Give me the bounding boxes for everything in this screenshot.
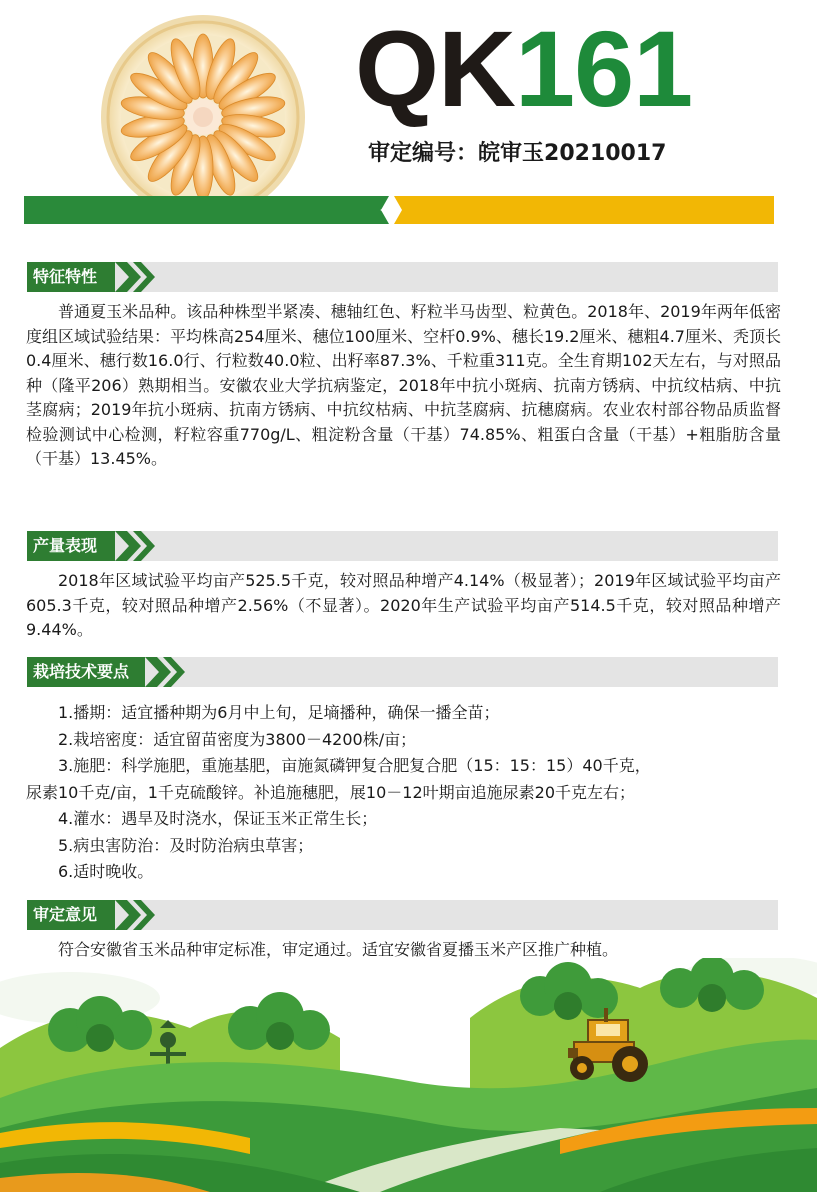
section-header-opinion: [27, 900, 778, 930]
section-title-cultivation: 栽培技术要点: [33, 662, 130, 681]
yield-text: 2018年区域试验平均亩产525.5千克，较对照品种增产4.14%（极显著）；2019年区域试验平均亩产605.3千克，较对照品种增产2.56%（不显著）。2020年生产试验平均亩产514.5千克，较对照品种增产9.44%。: [26, 571, 781, 639]
approval-value: 皖审玉20210017: [478, 141, 667, 166]
cultivation-step-continued: 尿素10千克/亩，1千克硫酸锌。补追施穗肥，展10－12叶期亩追施尿素20千克左右；: [26, 782, 636, 802]
section-header-cultivation: [27, 657, 778, 687]
cultivation-step: 1.播期：适宜播种期为6月中上旬，足墒播种，确保一播全苗；: [58, 703, 500, 722]
section-header-yield: [27, 531, 778, 561]
approval-number-line: [368, 136, 666, 167]
header-divider-band: [24, 196, 774, 224]
opinion-text: 符合安徽省玉米品种审定标准，审定通过。适宜安徽省夏播玉米产区推广种植。: [58, 940, 619, 959]
double-chevron-icon: [115, 900, 161, 930]
corn-logo-graphic: [100, 14, 306, 220]
farmland-illustration: [0, 958, 817, 1192]
variety-title: [355, 8, 693, 129]
cultivation-list: [26, 700, 781, 886]
section-title-features: 特征特性: [33, 267, 98, 286]
cultivation-step: 4.灌水：遇旱及时浇水，保证玉米正常生长；: [58, 809, 378, 828]
features-text: 普通夏玉米品种。该品种株型半紧凑、穗轴红色、籽粒半马齿型、粒黄色。2018年、2019年两年低密度组区域试验结果：平均株高254厘米、穗位100厘米、空杆0.9%、穗长19.2厘米、穗粗4.7厘米、秃顶长0.4厘米、穗行数16.0行、行粒数40.0粒、出籽率87.3%、千粒重311克。全生育期102天左右，与对照品种（隆平206）熟期相当。安徽农业大学抗病鉴定，2018年中抗小斑病、抗南方锈病、中抗纹枯病、中抗茎腐病；2019年抗小斑病、抗南方锈病、中抗纹枯病、中抗茎腐病、抗穗腐病。农业农村部谷物品质监督检验测试中心检测，籽粒容重770g/L、粗淀粉含量（干基）74.85%、粗蛋白含量（干基）+粗脂肪含量（干基）13.45%。: [26, 302, 781, 468]
corn-cross-section-icon: [100, 14, 306, 220]
variety-prefix: QK: [355, 8, 515, 129]
variety-number: 161: [515, 8, 693, 129]
section-title-yield: 产量表现: [33, 536, 98, 555]
double-chevron-icon: [145, 657, 191, 687]
cultivation-step: 6.适时晚收。: [58, 862, 154, 881]
double-chevron-icon: [115, 531, 161, 561]
approval-label: 审定编号：: [368, 141, 479, 166]
cultivation-step: 5.病虫害防治：及时防治病虫草害；: [58, 835, 314, 855]
section-title-opinion: 审定意见: [33, 905, 98, 924]
section-header-features: [27, 262, 778, 292]
double-chevron-icon: [115, 262, 161, 292]
cultivation-step: 3.施肥：科学施肥，重施基肥，亩施氮磷钾复合肥复合肥（15：15：15）40千克，: [58, 756, 651, 775]
cultivation-step: 2.栽培密度：适宜留苗密度为3800－4200株/亩；: [58, 729, 417, 749]
